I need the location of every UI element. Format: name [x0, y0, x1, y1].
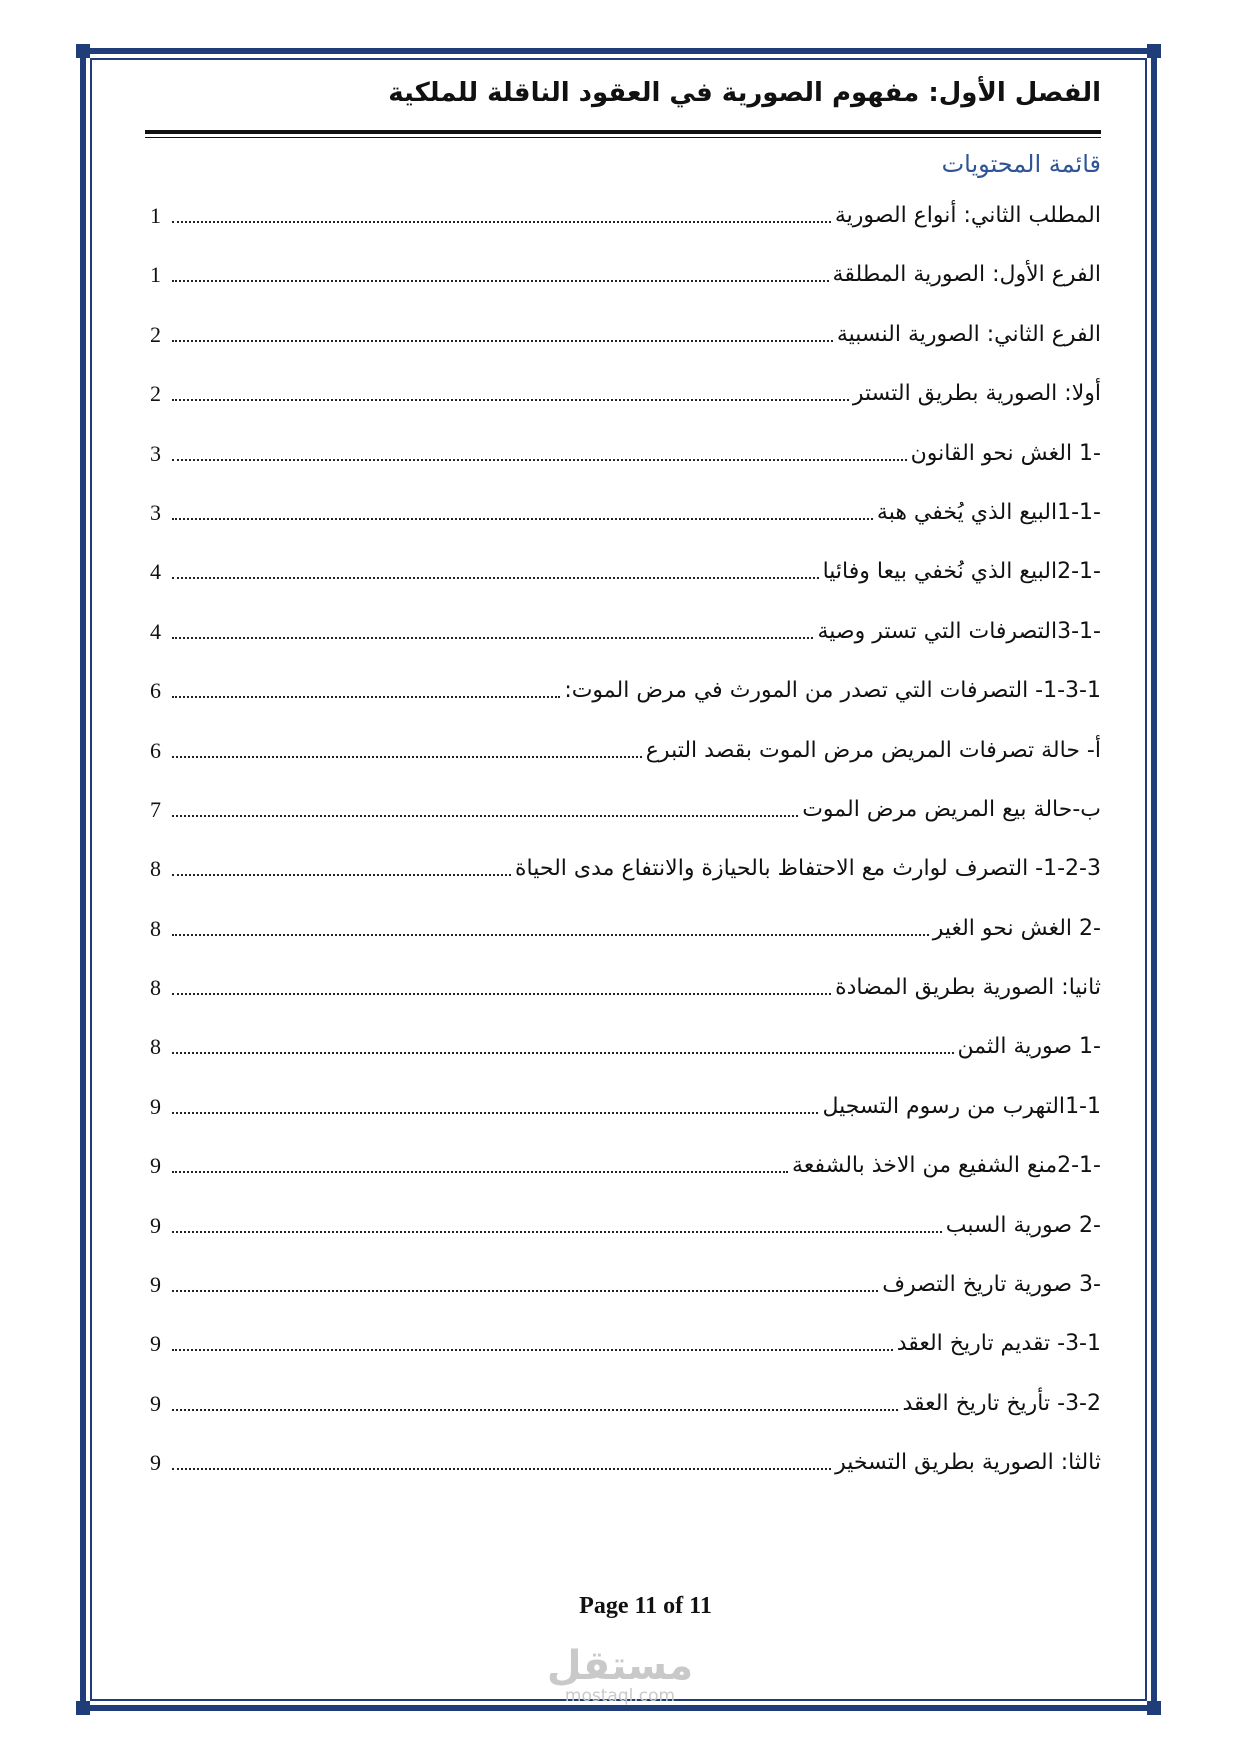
toc-entry-page: 9 [150, 1272, 161, 1298]
toc-entry[interactable] [150, 380, 1101, 439]
border-corner-top-right [1147, 44, 1161, 58]
toc-dot-leader [172, 915, 929, 936]
toc-dot-leader [172, 618, 813, 639]
toc-entry-text: -2-1البيع الذي نُخفي بيعا وفائيا [822, 559, 1101, 585]
toc-entry[interactable] [150, 499, 1101, 558]
toc-dot-leader [172, 1033, 954, 1054]
toc-entry-text: -1 صورية الثمن [957, 1034, 1101, 1060]
border-corner-bottom-right [1147, 1701, 1161, 1715]
toc-entry-page: 9 [150, 1093, 161, 1119]
toc-dot-leader [172, 677, 560, 698]
toc-entry-page: 8 [150, 1034, 161, 1060]
watermark [540, 1645, 700, 1705]
table-of-contents [150, 202, 1101, 1509]
toc-entry[interactable] [150, 855, 1101, 914]
watermark-brand: مستقل [546, 1643, 694, 1689]
toc-dot-leader [172, 855, 511, 876]
header-divider [145, 130, 1101, 134]
toc-entry-page: 9 [150, 1390, 161, 1416]
toc-entry-page: 8 [150, 915, 161, 941]
toc-entry-page: 1 [150, 262, 161, 288]
toc-entry[interactable] [150, 440, 1101, 499]
toc-entry-page: 9 [150, 1212, 161, 1238]
toc-entry-page: 2 [150, 321, 161, 347]
toc-entry-text: -2 الغش نحو الغير [932, 915, 1101, 941]
header-divider-thin [145, 137, 1101, 138]
toc-entry-text: 1-1التهرب من رسوم التسجيل [822, 1093, 1101, 1119]
toc-entry-text: أ- حالة تصرفات المريض مرض الموت بقصد التبرع [645, 737, 1101, 763]
toc-dot-leader [172, 1449, 831, 1470]
toc-entry[interactable] [150, 1033, 1101, 1092]
toc-entry-text: 1-3-1- التصرفات التي تصدر من المورث في مرض الموت: [564, 678, 1101, 704]
toc-entry-page: 8 [150, 856, 161, 882]
toc-entry-text: الفرع الثاني: الصورية النسبية [836, 321, 1101, 347]
toc-dot-leader [172, 1271, 878, 1292]
toc-entry-page: 3 [150, 499, 161, 525]
toc-entry[interactable] [150, 202, 1101, 261]
toc-entry-text: -2 صورية السبب [945, 1212, 1101, 1238]
toc-entry-text: ب-حالة بيع المريض مرض الموت [802, 796, 1101, 822]
toc-dot-leader [172, 1390, 898, 1411]
toc-entry[interactable] [150, 737, 1101, 796]
border-corner-top-left [76, 44, 90, 58]
toc-entry[interactable] [150, 1449, 1101, 1508]
toc-entry[interactable] [150, 321, 1101, 380]
toc-dot-leader [172, 1093, 818, 1114]
toc-entry-page: 4 [150, 618, 161, 644]
toc-title: قائمة المحتويات [941, 150, 1101, 178]
toc-entry-page: 9 [150, 1153, 161, 1179]
toc-entry[interactable] [150, 796, 1101, 855]
toc-dot-leader [172, 202, 831, 223]
toc-entry-text: -3-1التصرفات التي تستر وصية [817, 618, 1101, 644]
toc-entry[interactable] [150, 1271, 1101, 1330]
toc-entry-text: -1-1البيع الذي يُخفي هبة [876, 499, 1101, 525]
toc-entry-page: 3 [150, 440, 161, 466]
toc-entry-text: -2-1منع الشفيع من الاخذ بالشفعة [792, 1153, 1101, 1179]
toc-entry[interactable] [150, 1093, 1101, 1152]
toc-dot-leader [172, 1152, 788, 1173]
toc-entry[interactable] [150, 677, 1101, 736]
toc-entry-text: الفرع الأول: الصورية المطلقة [832, 262, 1101, 288]
toc-dot-leader [172, 499, 873, 520]
chapter-title: الفصل الأول: مفهوم الصورية في العقود الناقلة للملكية [388, 78, 1101, 108]
toc-entry-page: 8 [150, 975, 161, 1001]
toc-dot-leader [172, 261, 829, 282]
toc-entry-page: 1 [150, 203, 161, 228]
page-number: Page 11 of 11 [579, 1593, 712, 1619]
toc-dot-leader [172, 440, 907, 461]
toc-entry[interactable] [150, 618, 1101, 677]
toc-dot-leader [172, 321, 833, 342]
toc-entry-text: ثالثا: الصورية بطريق التسخير [835, 1450, 1101, 1476]
toc-entry[interactable] [150, 915, 1101, 974]
toc-entry-text: 3-1- تقديم تاريخ العقد [896, 1331, 1101, 1357]
toc-entry[interactable] [150, 261, 1101, 320]
toc-entry-page: 6 [150, 737, 161, 763]
toc-entry-page: 9 [150, 1331, 161, 1357]
toc-entry-page: 9 [150, 1450, 161, 1476]
toc-entry[interactable] [150, 1330, 1101, 1389]
toc-dot-leader [172, 380, 849, 401]
toc-entry-text: ثانيا: الصورية بطريق المضادة [835, 975, 1101, 1001]
toc-entry-page: 4 [150, 559, 161, 585]
toc-entry-text: -3 صورية تاريخ التصرف [882, 1272, 1101, 1298]
toc-entry-text: المطلب الثاني: أنواع الصورية [834, 203, 1101, 228]
toc-dot-leader [172, 1330, 893, 1351]
toc-entry-text: 1-2-3- التصرف لوارث مع الاحتفاظ بالحيازة والانتفاع مدى الحياة [515, 856, 1101, 882]
border-corner-bottom-left [76, 1701, 90, 1715]
toc-entry-page: 2 [150, 381, 161, 407]
toc-entry-text: -1 الغش نحو القانون [910, 440, 1101, 466]
toc-entry-text: 3-2- تأريخ تاريخ العقد [902, 1390, 1101, 1416]
toc-entry[interactable] [150, 1390, 1101, 1449]
toc-dot-leader [172, 1212, 942, 1233]
toc-dot-leader [172, 974, 831, 995]
watermark-url: mostaql.com [564, 1686, 676, 1706]
toc-entry[interactable] [150, 974, 1101, 1033]
toc-entry[interactable] [150, 1152, 1101, 1211]
toc-entry-page: 6 [150, 678, 161, 704]
toc-entry-page: 7 [150, 796, 161, 822]
toc-entry[interactable] [150, 558, 1101, 617]
toc-dot-leader [172, 796, 798, 817]
toc-entry-text: أولا: الصورية بطريق التستر [852, 381, 1101, 407]
toc-dot-leader [172, 737, 642, 758]
toc-entry[interactable] [150, 1212, 1101, 1271]
toc-dot-leader [172, 558, 819, 579]
